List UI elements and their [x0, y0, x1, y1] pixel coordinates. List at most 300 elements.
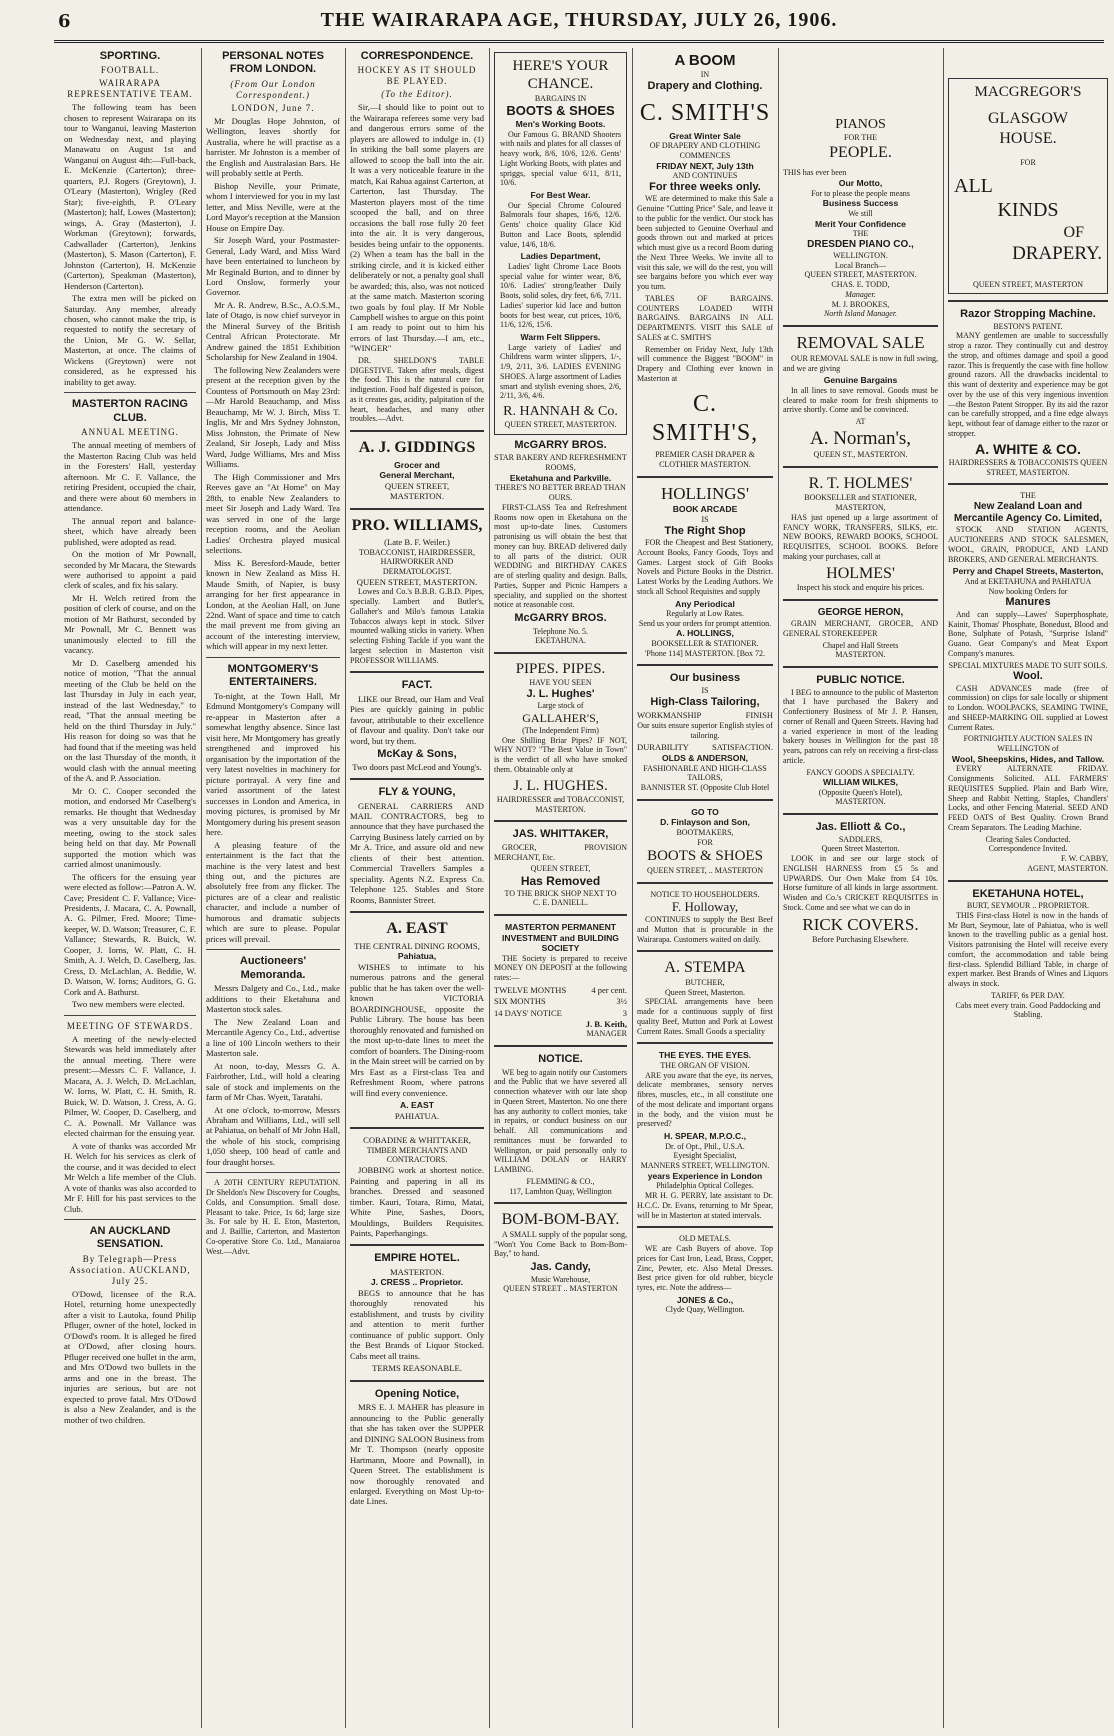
ad-line: Eketahuna and Parkville.: [509, 472, 612, 483]
advertiser-name: HOLMES': [826, 564, 895, 582]
ad-line: years Experience in London: [647, 1170, 763, 1181]
advertisement-text: JOBBING work at shortest notice. Painting and papering in all its branches. Dressed and seasoned timber. Kauri, Totara, Rimu, Matai, White Pine, Sashes, Doors, Mouldings, Builders Requisites. Paints, Paperhangings.: [350, 1165, 484, 1238]
ad-line: QUEEN STREET, MASTERTON.: [356, 576, 478, 587]
ad-line: And at EKETAHUNA and PAHIATUA: [964, 576, 1092, 586]
ad-line: Eyesight Specialist,: [673, 1151, 737, 1161]
ad-box: [948, 78, 1108, 294]
advertisement-text: One Shilling Briar Pipes? IF NOT, WHY NOT? "The Best Value in Town" is the verdict of all who have smoked them. Obtainable only at: [494, 735, 627, 774]
rate-term: TWELVE MONTHS: [494, 984, 567, 995]
article-heading: MASTERTON RACING CLUB.: [72, 398, 188, 424]
ad-heading: FACT.: [401, 679, 433, 692]
ad-line: IN: [700, 70, 710, 80]
sub-heading: ANNUAL MEETING.: [81, 427, 179, 438]
ad-line: Chapel and Hall Streets: [822, 640, 899, 650]
advertisement-text: FIRST-CLASS Tea and Refreshment Rooms now open in Eketahuna on the most up-to-date lines. Customers patronising us will obtain the best that money can buy. BREAD delivered daily to all parts of the district. OUR WEDDING and BIRTHDAY CAKES are of sterling quality and design. Balls, Parties, Supper and Picnic Hampers a speciality, and supplied on the shortest notice at reasonable cost.: [494, 502, 627, 610]
ad-line: FOR: [697, 837, 713, 847]
article-text: The High Commissioner and Mrs Reeves gave an "At Home" on May 28th, to enable New Zealanders to meet Sir Joseph and Lady Ward. Tea was served in one of the large reception rooms, and the Aeolian Ladies' Orchestra played musical selections.: [206, 471, 340, 556]
advertiser-name: A. Norman's,: [809, 427, 912, 449]
ad-line: Business Success: [822, 198, 899, 209]
ad-line: PAHIATUA.: [394, 1110, 440, 1121]
ad-line: Music Warehouse,: [530, 1274, 591, 1284]
advertisement-text: Our suits ensure superior English styles of tailoring.: [637, 721, 773, 741]
article-text: Mr O. C. Cooper seconded the motion, and endorsed Mr Caselberg's remarks. He thought that Wednesday was a very unsuitable day for the meeting, owing to the stock sales being held on that day. Mr Pownall supported the motion which was carried almost unanimously.: [64, 785, 196, 870]
ad-line: FORTNIGHTLY AUCTION SALES IN WELLINGTON of: [963, 734, 1093, 754]
ad-line: AGENT, MASTERTON.: [1027, 863, 1108, 873]
ad-headline: RICK COVERS.: [802, 914, 919, 934]
advertiser-name: JONES & Co.,: [676, 1294, 734, 1305]
article-text: Miss K. Beresford-Maude, better known in New Zealand as Miss H. Maude Smith, of Napier, is busy arranging for her first appearance in London, at the Aeolian Hall, on June 22nd. Want of space and time to catch the mail prevent me from giving an account of the interesting interview, which will appear in my next letter.: [206, 557, 340, 652]
ad-line: IS: [701, 685, 709, 695]
ad-line: FOR: [1020, 158, 1036, 168]
ad-line: HAIRDRESSERS & TOBACCONISTS QUEEN STREET, MASTERTON.: [948, 457, 1108, 477]
ad-line: THE CENTRAL DINING ROOMS,: [354, 940, 480, 951]
ad-line: J. CRESS .. Proprietor.: [370, 1277, 464, 1288]
ad-line: EKETAHUNA.: [535, 636, 586, 646]
ad-line: TIMBER MERCHANTS AND CONTRACTORS.: [366, 1145, 468, 1165]
advertiser-name: H. SPEAR, M.P.O.C.,: [664, 1131, 746, 1142]
advertisement-text: THIS has ever been: [783, 168, 847, 178]
ad-headline: HERE'S YOUR: [512, 58, 609, 74]
ad-subhead: Ladies Department,: [520, 251, 601, 262]
ad-headline: Drapery and Clothing.: [647, 80, 763, 93]
ad-headline: GLASGOW: [988, 110, 1068, 128]
ad-signature: F. W. CABBY,: [1060, 854, 1108, 864]
ad-line: MASTERTON.: [835, 650, 886, 660]
ad-headline: Razor Stropping Machine.: [960, 308, 1096, 321]
ad-signature: A. HOLLINGS,: [676, 628, 734, 639]
advertiser-name: MASTERTON PERMANENT INVESTMENT and BUILDING SOCIETY: [502, 922, 619, 954]
ad-headline: OF: [1063, 223, 1084, 241]
byline: (From Our London Correspondent.): [230, 78, 316, 100]
ad-line: BARGAINS IN: [534, 93, 587, 103]
ad-line: BOOK ARCADE: [672, 504, 738, 515]
advertisement-text: THIS First-class Hotel is now in the hands of Mr Burt, Seymour, late of Pahiatua, who is well known to the travelling public as a genial host. Visitors patronising the Hotel will receive every comfort, the accommodation and table being first-class. Splendid Billiard Table, in charge of expert marker. Best Brands of Wines and Liquors always in stock.: [948, 910, 1108, 989]
ad-signature: McGARRY BROS.: [514, 612, 607, 625]
advertiser-name: A. STEMPA: [664, 959, 746, 977]
advertiser-name: COBADINE & WHITTAKER,: [363, 1135, 471, 1146]
column-ads-4: [948, 48, 1108, 1728]
sub-heading: (To the Editor).: [381, 89, 453, 100]
ad-line: STAR BAKERY AND REFRESHMENT ROOMS,: [494, 453, 627, 473]
ad-line: For to please the people means: [811, 188, 910, 198]
advertiser-name: D. Finlayson and Son,: [660, 817, 750, 828]
ad-line: Cabs meet every train. Good Paddocking and Stabling.: [955, 1000, 1101, 1020]
article-text: Mr A. R. Andrew, B.Sc., A.O.S.M., late of Otago, is now chief surveyor in the Mineral Survey of the British Central African Protectorate. Mr Andrew gained the 1851 Exhibition Scholarship for New Zealand in 1904.: [206, 299, 340, 363]
advertisement-text: MRS E. J. MAHER has pleasure in announcing to the Public generally that she has taken over the SUPPER and DINING SALOON Business from Mr T. Thompson (nearly opposite Hartmann, Moore and Pownall), in Queen Street. The establishment is now thoroughly renovated and enlarged. Everything on Most Up-to-date Lines.: [350, 1402, 484, 1507]
article-text: The annual meeting of members of the Masterton Racing Club was held in the Foresters' Hall, yesterday afternoon. Mr C. F. Vallance, the retiring President, occupied the chair, and there were about 60 members in attendance.: [64, 440, 196, 514]
ad-line: PREMIER CASH DRAPER & CLOTHIER MASTERTON.: [655, 450, 755, 469]
column-rule: [778, 48, 779, 1728]
ad-line: HAIRDRESSER and TOBACCONIST,: [496, 794, 625, 804]
ad-line: SADDLERS,: [838, 834, 883, 844]
ad-line: MASTERTON.: [835, 797, 886, 807]
ad-headline: CHANCE.: [527, 76, 594, 93]
ad-line: MASTERTON.: [390, 1266, 444, 1277]
ad-headline: THE EYES. THE EYES.: [658, 1050, 752, 1061]
article-text: Messrs Dalgety and Co., Ltd., make additions to their Eketahuna and Masterton stock sales.: [206, 983, 340, 1015]
advertiser-name: A. EAST: [386, 920, 448, 938]
ad-line: Queen Street Masterton.: [821, 844, 900, 854]
ad-headline: A BOOM: [674, 52, 736, 69]
ad-headline: BOOTS & SHOES: [647, 848, 763, 865]
ad-subhead: For Best Wear.: [530, 190, 591, 201]
ad-line: TO THE BRICK SHOP NEXT TO: [504, 888, 617, 898]
ad-line: Clyde Quay, Wellington.: [665, 1305, 745, 1315]
ad-line: TERMS REASONABLE.: [372, 1363, 462, 1374]
advertisement-text: And can supply—Lawes' Superphosphate, Kainit, Thomas' Phosphate, Bonedust, Blood and Bone, Sulphate of Potash, "Surprise Island" Guano. Gear Company's and Meat Export Company's manures.: [948, 609, 1108, 658]
article-text: At one o'clock, to-morrow, Messrs Abraham and Williams, Ltd., will sell at Pahiatua, on behalf of Mr John Hall, the whole of his stock, comprising 1,050 sheep, 100 head of cattle and four draught horses.: [206, 1104, 340, 1167]
column-rule: [943, 48, 944, 1728]
page-number: 6: [58, 11, 71, 32]
ad-line: FASHIONABLE AND HIGH-CLASS TAILORS,: [643, 763, 767, 783]
advertisement-text: FOR the Cheapest and Best Stationery, Account Books, Fancy Goods, Toys and Games. Largest stock of Gift Books Novels and Picture Books in the District. Latest Works by the Leading Authors. We stock all School Requisites and supply: [637, 538, 773, 596]
ad-headline: DRAPERY.: [1012, 243, 1102, 265]
ad-line: THE: [1020, 491, 1036, 501]
advertisement-text: WE are determined to make this Sale a Genuine "Cutting Price" Sale, and leave it to the public for the verdict. Our stock has been subjected to Genuine Overhaul and goods thrown out and marked at prices which must give us a record Boom during the Next Three Weeks. We invite all to visit this sale, we will do the rest, you will see bargains before you which ever way you turn.: [637, 194, 773, 292]
article-text: The officers for the ensuing year were elected as follow:—Patron A. W. Cave; President C. F. Vallance; Vice-Presidents, J. Macara, C. A. Pownall, A. G. Pilmer, Fred. Moore; Time-keeper, W. D. Watson; Treasurer, C. F. Vallance; Stewards, R. Buick, W. Cooper, J. Iorns, W. Platt, C. H. Smith, A. J. Welch, D. Caselberg, Jas. Cress, D. McLachlan, A. Beddie, W. D. Watson, W. Iorns; Auditors, G. G. Cork and A. Bathurst.: [64, 871, 196, 997]
advertiser-name: OLDS & ANDERSON,: [661, 753, 749, 764]
advertisement-text: BEGS to announce that he has thoroughly renovated his establishment, and trusts by civility and attention to merit further continuance of public support. Only the Best Brands of Liquor Stocked. Cabs meet all trains.: [350, 1287, 484, 1361]
ad-line: MASTERTON,: [835, 503, 886, 513]
ad-line: THE ORGAN OF VISION.: [660, 1060, 750, 1070]
ad-line: Manager.: [845, 289, 876, 299]
advertiser-name: McGARRY BROS.: [514, 438, 607, 451]
column-correspondence: [350, 48, 484, 1728]
ad-line: QUEEN STREET,: [530, 864, 591, 874]
advertisement-text: MANY gentlemen are unable to successfully strop a razor. They continually cut and destroy the strop, and oftimes damage and spoil a good razor. This is frequently the case with fine hollow ground razors. All the drawbacks incidental to this want of dexterity and experience may be got over by the use of this very ingenious invention—the Beston Patent Stropper. By its aid the razor can be carefully stropped, and a fine edge always kept, without fear of damage either to the razor or stropper.: [948, 331, 1108, 438]
ad-line: Our Motto,: [838, 178, 883, 189]
article-heading: MONTGOMERY'S ENTERTAINERS.: [227, 662, 319, 689]
ad-heading: OLD METALS.: [679, 1234, 731, 1244]
ad-headline: PIANOS: [835, 117, 886, 132]
ad-line: HAVE YOU SEEN: [529, 678, 592, 688]
ad-line: GO TO: [691, 806, 719, 817]
article-text: A pleasing feature of the entertainment is the fact that the machine is the very latest and best thing out, and the pictures are absolutely free from any flicker. The pictures are of a clear and realistic character, and include a number of humorous and dramatic subjects which are sure to please. Popular prices will prevail.: [206, 839, 340, 944]
advertisement-text: GENERAL CARRIERS AND MAIL CONTRACTORS, beg to announce that they have purchased the Carrying Business lately carried on by Mr A. Trice, and assure old and new clients of their best attention. Commercial Travellers Samples a speciality. Agents N.Z. Express Co. Telephone 125. Stables and Store Rooms, Bannister Street.: [350, 800, 484, 905]
advertiser-name: EMPIRE HOTEL.: [374, 1252, 460, 1265]
article-text: On the motion of Mr Pownall, seconded by Mr Macara, the Stewards were authorised to appoint a paid clerk of scales, and fix his salary.: [64, 549, 196, 591]
ad-line: The Right Shop: [664, 524, 746, 537]
advertiser-name: A. J. GIDDINGS: [358, 439, 476, 457]
article-text: The following team has been chosen to represent Wairarapa on its tour to Wanganui, leaving Masterton on Wednesday next, and playing Manawatu on August 1st and Wanganui on August 4th:—Full-back, E. McKenzie (Carterton); three-quarters, P.J. Rogers (Greytown), J. O'Leary (Masterton), Wrigley (Red Star); five-eighth, P. O'Leary (Masterton); half, Lowes (Masterton); wings, A. Gray (Masterton), J. Workman (Greytown); forwards, Cadwallader (Carterton), Jenkins (Masterton), S. Mason (Carterton), F. Johnston (Carterton), H. McKenzie (Carterton), Speakman (Masterton), Henderson (Carterton).: [64, 102, 196, 291]
advertisement-text: I BEG to announce to the public of Masterton that I have purchased the Bakery and Confectionery Business of Mr J. P. Hansen, corner of Renall and Queen Streets. Having had a varied experience in most of the leading bakery houses in Wellington for the past 18 years, patrons can rely on receiving a first-class article.: [783, 687, 938, 765]
article-heading: WAIRARAPA REPRESENTATIVE TEAM.: [67, 78, 193, 100]
advertisement-text: A SMALL supply of the popular song, "Won't You Come Back to Bom-Bom-Bay," to hand.: [494, 1229, 627, 1259]
ad-heading: Opening Notice,: [374, 1387, 460, 1400]
ad-line: Send us your orders for prompt attention.: [638, 618, 772, 628]
column-rule: [632, 48, 633, 1728]
ad-line: QUEEN STREET, MASTERTON.: [504, 420, 617, 430]
article-heading: PERSONAL NOTES FROM LONDON.: [222, 50, 324, 76]
ad-line: WELLINGTON.: [833, 250, 888, 260]
ad-line: (Late B. F. Weiler.): [384, 537, 450, 548]
advertiser-name: New Zealand Loan and Mercantile Agency Co. Limited,: [954, 501, 1102, 525]
advertisement-text: DR. SHELDON'S TABLE DIGESTIVE. Taken after meals, digest the food. This is the natural cure for indigestion. Food half digested is poison, as it creates gas, acidity, palpitation of the heart, headaches, and many other troubles.—Advt.: [350, 355, 484, 424]
column-ads-1: [494, 48, 627, 1728]
dateline: By Telegraph—Press Association. AUCKLAND, July 25.: [69, 1253, 191, 1286]
ad-line: BOOKSELLER & STATIONER.: [651, 638, 759, 648]
ad-line: TARIFF, 6s PER DAY.: [991, 990, 1065, 1000]
ad-headline: Manures: [1005, 596, 1051, 609]
ad-headline: PIPES. PIPES.: [515, 661, 606, 678]
sub-heading: FOOTBALL.: [100, 65, 160, 76]
ad-line: Telephone No. 5.: [533, 626, 588, 636]
ad-subhead: Warm Felt Slippers.: [520, 332, 601, 343]
ad-line: BOOKSELLER and STATIONER,: [804, 493, 917, 503]
advertiser-name: C. SMITH'S: [639, 100, 771, 127]
ad-line: Queen Street, Masterton.: [665, 987, 745, 997]
advertiser-name: McKay & Sons,: [377, 748, 457, 761]
ad-line: QUEEN STREET .. MASTERTON: [503, 1284, 618, 1294]
advertiser-name: HOLLINGS': [660, 483, 750, 503]
ad-line: Philadelphia Optical Colleges.: [656, 1181, 754, 1191]
ad-heading: NOTICE.: [538, 1053, 583, 1066]
advertiser-name: Jas. Candy,: [530, 1261, 591, 1274]
ad-line: OF DRAPERY AND CLOTHING: [649, 141, 761, 151]
advertiser-name: R. T. HOLMES': [808, 474, 913, 492]
ad-line: FOR THE: [844, 133, 877, 143]
ad-line: THERE'S NO BETTER BREAD THAN OURS.: [495, 483, 626, 503]
ad-line: J. L. Hughes': [526, 688, 595, 701]
section-heading: CORRESPONDENCE.: [360, 50, 474, 62]
ad-line: Grocer and: [394, 459, 440, 470]
ad-signature: M. J. BROOKES,: [831, 299, 890, 309]
advertiser-name: PRO. WILLIAMS,: [351, 516, 483, 534]
advertiser-name: J. L. HUGHES.: [513, 777, 608, 794]
column-ads-2: [637, 48, 773, 1728]
rate-value: 4 per cent.: [591, 984, 627, 995]
ad-line: Now booking Orders for: [988, 586, 1068, 596]
ad-headline: BOM-BOM-BAY.: [501, 1211, 620, 1229]
ad-tag: SATISFACTION.: [711, 741, 773, 752]
advertisement-text: CASH ADVANCES made (free of commission) on clips for sale locally or shipment to London. WOOLPACKS, SEAMING TWINE, and SHEEP-MARKING OIL supplied at Lowest Current Rates.: [948, 683, 1108, 732]
advertisement-text: LOOK in and see our large stock of ENGLISH HARNESS from £5 5s and UPWARDS. Our Own Make from £4 10s. Horse furniture of all kinds in large assortment. Wisden and Co.'s CRICKET REQUISITES in Stock. Come and see what we can do in: [783, 854, 938, 912]
ad-line: (Opposite Queen's Hotel),: [818, 787, 903, 797]
advertisement-text: EVERY ALTERNATE FRIDAY. Consignments Solicited. ALL FARMERS' REQUISITES Supplied. Plain and Barb Wire, Sheep and Rabbit Netting, Staples, Chandlers' Locks, and other Fencing Material. SEED AND FEED OATS of Best Quality. Crown Brand Cream Separators. The Leading Machine.: [948, 764, 1108, 832]
ad-headline: REMOVAL SALE: [796, 333, 925, 353]
rate-value: 3½: [616, 996, 627, 1007]
ad-line: FRIDAY NEXT, July 13th: [656, 160, 754, 171]
ad-subhead: Men's Working Boots.: [515, 119, 606, 130]
ad-headline: Has Removed: [520, 874, 601, 889]
ad-line: FANCY GOODS A SPECIALTY.: [806, 767, 915, 777]
column-personal-notes: [206, 48, 340, 1728]
ad-headline: PEOPLE.: [829, 143, 892, 161]
ad-line: Regularly at Low Rates.: [666, 608, 744, 618]
ad-line: Two doors past McLeod and Young's.: [352, 761, 482, 772]
ad-line: TOBACCONIST, HAIRDRESSER, HAIRWORKER AND DERMATOLOGIST.: [359, 547, 475, 577]
ad-line: Local Branch—: [834, 260, 887, 270]
ad-line: We still: [848, 208, 873, 218]
article-text: Mr D. Caselberg amended his notice of motion, "That the annual meeting of the Club be held on the last Thursday in July in each year, instead of the last Wednesday," to read, "That the annual meeting be held on the third Thursday in July." His reason for doing so was that he had found that if the meeting was held on the last Thursday of the month, it would clash with the annual meeting of the A. and P. Association.: [64, 657, 196, 784]
advertisement-text: CONTINUES to supply the Best Beef and Mutton that is procurable in the Wairarapa. Customers waited on daily.: [637, 915, 773, 944]
article-text: At noon, to-day, Messrs G. A. Fairbrother, Ltd., will hold a clearing sale of stock and implements on the farm of Mr Chas. Wyett, Taratahi.: [206, 1060, 340, 1103]
advertisement-text: GRAIN MERCHANT, GROCER, AND GENERAL STOREKEEPER: [783, 619, 938, 638]
advertisement-text: In all lines to save removal. Goods must be cleared to make room for fresh shipments to arrive shortly. Come and be convinced.: [783, 385, 938, 415]
advertiser-name: JAS. WHITTAKER,: [512, 828, 609, 841]
letter-text: Sir,—I should like to point out to the Wairarapa referees some very bad and dangerous errors some of the players are allowed to indulge in. (1) In striking the ball some players are allowed to scoop the ball into the air. It was a very noticeable feature in the match, Kai Rahua against Carterton, at Carterton, last Thursday. The Masterton players most of the time scooped the ball, and on three occasions the ball rose fully 20 feet into the air. It is very dangerous, besides being unfair to the opponents. (2) When a team has the ball in the striking circle, and it is kicked either deliberately or not, a penalty goal shall be awarded; this, also, was not noticed at the same match. Masterton scoring two goals by foul play. If Mr Noble Campbell wishes to argue on this point I am ready to point out to him his errors of last Thursday.—I am, etc., "WINGER": [350, 102, 484, 354]
article-text: The following New Zealanders were present at the reception given by the Countess of Portsmouth on May 23rd:—Mr Harold Beauchamp, and Miss Beauchamp, Mr W. J. Birch, Miss T. Inglis, Mr and Mrs Sydney Johnston, Miss Johnston, the Primate of New Zealand, Sir Joseph, Lady and Miss Ward, Judge Williams, Mrs and Miss Williams.: [206, 364, 340, 470]
advertisement-text: A 20TH CENTURY REPUTATION. Dr Sheldon's New Discovery for Coughs, Colds, and Consumption. Small dose. Pleasant to take. Price, 1s 6d; large size 3s. For sale by H. E. Eton, Masterton, and J. Baillie, Carterton, and Masterton Co-operative Store Co. Ltd., Manaiaroa West.—Advt.: [206, 1178, 340, 1256]
article-heading: AN AUCKLAND SENSATION.: [89, 1225, 171, 1251]
advertiser-name: EKETAHUNA HOTEL,: [972, 887, 1084, 900]
advertisement-text: MR H. G. PERRY, late assistant to Dr. H.C.C. Dr. Evans, returning to Mr Spear, will be in Masterton at stated intervals.: [637, 1191, 773, 1220]
newspaper-title: THE WAIRARAPA AGE, THURSDAY, JULY 26, 1906.: [320, 9, 838, 31]
ad-line: Pahiatua,: [397, 951, 437, 962]
ad-line: SPECIAL MIXTURES MADE TO SUIT SOILS.: [948, 660, 1108, 670]
ad-line: For three weeks only.: [649, 180, 761, 193]
ad-signature: FLEMMING & CO.,: [526, 1176, 595, 1186]
dateline: LONDON, June 7.: [231, 102, 315, 113]
advertisement-text: STOCK AND STATION AGENTS, AUCTIONEERS AND STOCK SALESMEN, WOOL, GRAIN, PRODUCE, AND LAND BROKERS, AND GENERAL MERCHANTS.: [948, 525, 1108, 564]
ad-line: BESTON'S PATENT.: [993, 321, 1063, 331]
advertisement-text: Large variety of Ladies' and Childrens warm winter slippers, 1/-, 1/9, 2/11, 3/6. LADIES EVENING SHOES. A large assortment of Ladies smart and stylish evening shoes, 2/6, 2/11, 3/6, 4/6.: [500, 342, 621, 401]
ad-line: Clearing Sales Conducted.: [985, 834, 1071, 844]
rate-term: 14 DAYS' NOTICE: [494, 1007, 562, 1018]
ad-signature: CHAS. E. TODD,: [831, 280, 890, 290]
ad-headline: ALL: [954, 175, 993, 198]
article-text: Sir Joseph Ward, your Postmaster-General, Lady Ward, and Miss Ward have been entertained to luncheon by Mr Reginald Burton, and to dinner by Lord Onslow, formerly your Governor.: [206, 235, 340, 298]
advertisement-text: SPECIAL arrangements have been made for a continuous supply of first quality Beef, Mutton and Pork at Lowest Current Rates. Small Goods a speciality: [637, 997, 773, 1036]
article-text: Two new members were elected.: [72, 999, 185, 1010]
advertiser-name: F. Holloway,: [671, 899, 739, 915]
ad-line: MANNERS STREET, WELLINGTON.: [640, 1161, 770, 1171]
article-text: Mr H. Welch retired from the position of clerk of course, and on the motion of Mr Bathurst, seconded by Mr Pownall, Mr C. Bennett was unanimously elected to fill the vacancy.: [64, 592, 196, 656]
ad-signature: J. B. Keith,: [585, 1018, 627, 1029]
ad-line: QUEEN STREET, MASTERTON.: [804, 270, 917, 280]
ad-headline: High-Class Tailoring,: [650, 695, 760, 708]
advertisement-text: Remember on Friday Next, July 13th will commence the Biggest "BOOM" in Drapery and Clothing ever known in Masterton at: [637, 344, 773, 383]
advertisement-text: HAS just opened up a large assortment of FANCY WORK, TRANSFERS, SILKS, etc. NEW BOOKS, REWARD BOOKS, SCHOOL REQUISITES, SCHOOL BOOKS. Before making your purchases, call at: [783, 512, 938, 561]
article-text: A vote of thanks was accorded Mr H. Welch for his services as clerk of the course, and it was decided to elect Mr Welch a life member of the Club. A vote of thanks was also accorded to Mr F. Hill for his past services to the Club.: [64, 1140, 196, 1214]
ad-headline: BOOTS & SHOES: [506, 103, 615, 119]
ad-line: MANAGER: [586, 1029, 627, 1039]
ad-line: Inspect his stock and enquire his prices.: [796, 583, 925, 593]
advertisement-text: Lowes and Co.'s B.B.B. G.B.D. Pipes, specially. Lambert and Butler's, Gallaher's and Milo's famous Latakia Tobaccos always kept in stock. Silver mounted walking sticks in variety. When selecting Fishing Tackle if you want the largest selection in Masterton visit PROFESSOR WILLIAMS.: [350, 587, 484, 665]
ad-line: BUTCHER,: [685, 977, 725, 987]
ad-headline: PUBLIC NOTICE.: [816, 674, 905, 687]
advertiser-name: R. HANNAH & Co.: [503, 404, 618, 420]
ad-line: Perry and Chapel Streets, Masterton,: [952, 566, 1104, 577]
ad-line: 'Phone 114] MASTERTON. [Box 72.: [644, 648, 766, 658]
ad-line: COMMENCES: [679, 150, 731, 160]
ad-line: THE: [852, 229, 869, 239]
article-text: Bishop Neville, your Primate, whom I interviewed for you in my last letter, and Miss Neville, were at the Lord Mayor's reception at the Mansion House on Empire Day.: [206, 180, 340, 233]
ad-line: C. E. DANIELL.: [533, 898, 588, 908]
article-text: To-night, at the Town Hall, Mr Edmund Montgomery's Company will re-appear in Masterton after a somewhat lengthy absence. Since last visit here, Mr Montgomery has greatly strengthened and improved his organisation by the importation of the very latest novelties in machinery for picture portrayal. A very fine and varied assortment of the latest successes in London and America, in moving pictures, is promised by Mr Montgomery during his present season here.: [206, 690, 340, 838]
ad-box: [494, 52, 627, 435]
advertisement-text: WE beg to again notify our Customers and the Public that we have severed all connection whatever with our late shop in Queen Street, Masterton. No one there has any authority to collect monies, take in repairs, or conduct business on our behalf. All communications and remittances must be forwarded to Wellington, or paid personally only to WILLIAM DOLAN or HARRY LAMBING.: [494, 1067, 627, 1175]
ad-line: BURT, SEYMOUR .. PROPRIETOR.: [966, 901, 1090, 911]
ad-line: QUEEN STREET,: [384, 480, 450, 491]
ad-line: Merit Your Confidence: [815, 218, 906, 229]
ad-line: (The Independent Firm): [522, 725, 599, 735]
ad-heading: NOTICE TO HOUSEHOLDERS.: [650, 889, 760, 899]
advertisement-text: WE are Cash Buyers of above. Top prices for Cast Iron, Lead, Brass, Copper, Zinc, Pewter, etc. Also Metal Dresses. Best price given for old rubber, bicycle tyres, etc. Note the address—: [637, 1244, 773, 1293]
advertisement-text: LIKE our Bread, our Ham and Veal Pies are quickly gaining in public favour, attributable to their excellence of flavour and quality. Don't take our word, but try them.: [350, 693, 484, 746]
advertisement-text: WISHES to intimate to his numerous patrons and the general public that he has taken over the well-known VICTORIA BOARDINGHOUSE, opposite the Public Library. The house has been thoroughly renovated and furnished on the most up-to-date lines to meet the comfort of boarders. The Dining-room in the Main street will be carried on by Mrs East as a First-class Tea and Refreshment Room, where patrons will find every convenience.: [350, 961, 484, 1098]
ad-tag: FINISH: [745, 710, 773, 721]
ad-line: Great Winter Sale: [669, 130, 741, 141]
ad-line: Any Periodical: [675, 598, 735, 609]
article-text: The extra men will be picked on Saturday. Any member, already chosen, who cannot make the trip, is requested to notify the secretary of the Union, Mr G. W. Sellar, Masterton, at once. The claims of Wickens (Greytown) were not considered, as he expressed his inability to get away.: [64, 293, 196, 387]
ad-line: Large stock of: [537, 701, 584, 711]
ad-tag: DURABILITY: [637, 741, 689, 752]
column-sporting: [64, 48, 196, 1728]
advertisement-text: ARE you aware that the eye, its nerves, delicate membranes, sensory nerves fibres, muscles, etc., in all constitute one of the most delicate and important organs in the body, and the vision must be preserved?: [637, 1070, 773, 1129]
advertisement-text: OUR REMOVAL SALE is now in full swing, and we are giving: [783, 353, 938, 373]
article-heading: MEETING OF STEWARDS.: [66, 1020, 194, 1031]
ad-line: 117, Lambton Quay, Wellington: [509, 1186, 612, 1196]
rate-term: SIX MONTHS: [494, 996, 546, 1007]
ad-line: AT: [855, 417, 866, 427]
ad-signature: A. EAST: [400, 1100, 434, 1111]
ad-line: QUEEN STREET, .. MASTERTON: [646, 865, 764, 875]
article-text: The New Zealand Loan and Mercantile Agency Co., Ltd., advertise a line of 100 Lincoln wethers to their Masterton sale.: [206, 1016, 340, 1059]
column-rule: [201, 48, 202, 1728]
ad-line: Dr. of Opt., Phil., U.S.A.: [665, 1141, 745, 1151]
ad-line: QUEEN ST., MASTERTON.: [813, 450, 908, 460]
article-heading: Auctioneers' Memoranda.: [239, 955, 307, 981]
ad-line: BOOTMAKERS,: [676, 827, 734, 837]
ad-line: Correspondence Invited.: [988, 844, 1068, 854]
advertiser-name: DRESDEN PIANO CO.,: [807, 238, 914, 250]
section-heading: SPORTING.: [99, 50, 161, 62]
ad-line: IS: [701, 514, 709, 524]
ad-headline: Wool.: [1013, 670, 1043, 683]
ad-line: Genuine Bargains: [823, 375, 898, 386]
article-text: A meeting of the newly-elected Stewards was held immediately after the annual meeting. There were present:—Messrs C. F. Vallance, J. Macara, A. J. Welch, D. McLachlan, W. Iorns, W. Platt, C. H. Smith, R. Buick, W. D. Watson, J. Cress, A. G. Pilmer, W. Cooper, D. Caselberg, and C. A. Pownall. Mr Vallance was elected chairman for the ensuing year.: [64, 1033, 196, 1139]
ad-line: North Island Manager.: [823, 309, 898, 319]
ad-line: Before Purchasing Elsewhere.: [812, 935, 909, 945]
ad-line: AND CONTINUES: [672, 171, 738, 181]
ad-line: MASTERTON.: [390, 491, 444, 502]
ad-line: GALLAHER'S,: [522, 711, 599, 726]
advertisement-text: Ladies' light Chrome Lace Boots special value for winter wear, 8/6, 10/6. Ladies' strong/leather Daily Boots, solid soles, dry feet, 6/6, 7/11. Ladies' superior kid lace and button boots for best wear, cut prices, 10/6, 11/6, 12/6, 15/6.: [500, 261, 621, 330]
ad-line: BANNISTER ST. (Opposite Club Hotel: [640, 783, 770, 793]
ad-line: MASTERTON.: [535, 804, 586, 814]
ad-headline: Wool, Sheepskins, Hides, and Tallow.: [951, 753, 1105, 764]
article-heading: HOCKEY AS IT SHOULD BE PLAYED.: [357, 65, 477, 87]
advertisement-text: Our Famous G. BRAND Shooters with nails and plates for all classes of heavy work, 8/6, 10/6, 12/6. Gents' Light Working Boots, with plates and spriggs, special value 6/11, 8/11, 10/6.: [500, 129, 621, 188]
advertisement-text: TABLES OF BARGAINS. COUNTERS LOADED WITH BARGAINS. BARGAINS IN ALL DEPARTMENTS. VISIT this SALE of SALES at C. SMITH'S: [637, 293, 773, 342]
advertiser-name: A. WHITE & CO.: [975, 440, 1081, 457]
advertiser-name: FLY & YOUNG,: [378, 786, 456, 799]
ad-headline: KINDS: [997, 199, 1059, 222]
column-ads-3: [783, 48, 938, 1728]
ad-tag: WORKMANSHIP: [637, 710, 702, 721]
ad-line: General Merchant,: [379, 470, 455, 481]
rate-value: 3: [622, 1007, 627, 1018]
advertiser-name: MACGREGOR'S: [974, 84, 1082, 100]
advertisement-text: GROCER, PROVISION MERCHANT, Etc.: [494, 842, 627, 862]
advertisement-text: Our Special Chrome Coloured Balmorals four shapes, 16/6, 12/6. Gents' choice quality Glace Kid Button and Lace Boots, splendid value, 14/6, 18/6.: [500, 200, 621, 249]
advertiser-name: C. SMITH'S,: [651, 390, 759, 446]
ad-headline: HOUSE.: [999, 129, 1057, 147]
ad-headline: Our business: [669, 672, 741, 685]
column-rule: [345, 48, 346, 1728]
article-text: O'Dowd, licensee of the R.A. Hotel, returning home unexpectedly after a visit to Lautoka, found Philip Pfluger, owner of the hotel, locked in O'Dowd's room. It is alleged he fired at O'Dowd, after closing hours. Pfluger received one bullet in the arm, and Mrs O'Dowd two bullets in the arms and one in the breast. The injuries are serious, but are not expected to prove fatal. Mrs O'Dowd is also a New Zealander, and is the mother of two children.: [64, 1288, 196, 1425]
advertisement-text: THE Society is prepared to receive MONEY ON DEPOSIT at the following rates:—: [494, 953, 627, 983]
article-text: Mr Douglas Hope Johnston, of Wellington, leaves shortly for Australia, where he will practise as a barrister. Mr Johnston is a member of the English and Australasian Bars. He will probably settle at Perth.: [206, 115, 340, 179]
masthead: [54, 6, 1104, 43]
article-text: The annual report and balance-sheet, which have already been published, were adopted as read.: [64, 515, 196, 547]
advertiser-name: GEORGE HERON,: [817, 606, 904, 618]
advertiser-name: Jas. Elliott & Co.,: [815, 821, 906, 834]
column-rule: [489, 48, 490, 1728]
ad-line: QUEEN STREET, MASTERTON: [972, 279, 1084, 289]
advertiser-name: WILLIAM WILKES,: [823, 777, 898, 788]
